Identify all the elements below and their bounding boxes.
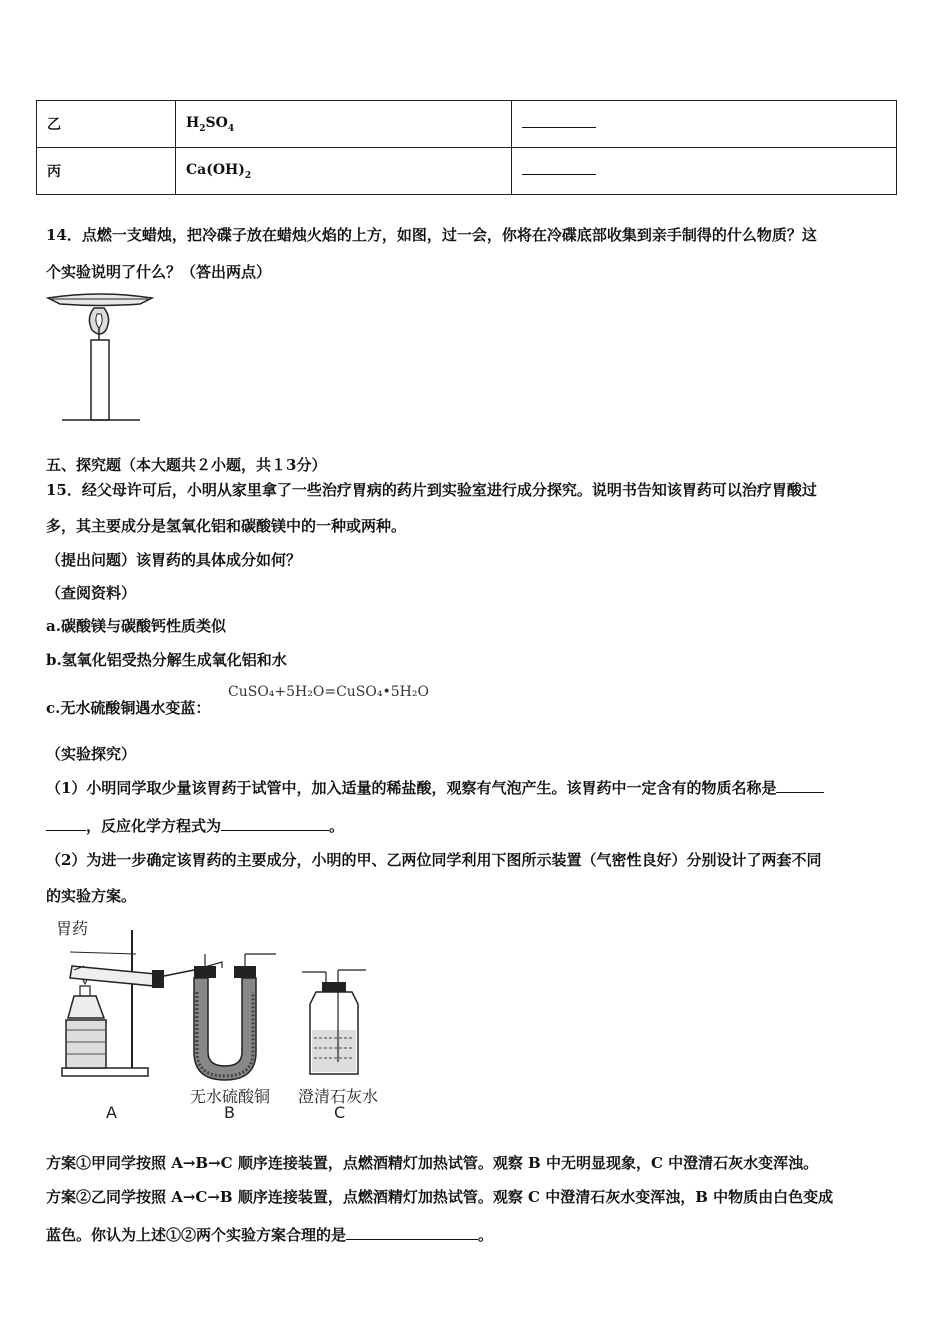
candle-plate-figure <box>44 288 164 424</box>
plan2-line1: 方案②乙同学按照 A→C→B 顺序连接装置，点燃酒精灯加热试管。观察 C 中澄清石灰水变浑浊，B 中物质由白色变成 <box>46 1188 834 1206</box>
answer-table <box>36 100 897 195</box>
q15-question: （提出问题）该胃药的具体成分如何？ <box>46 551 302 569</box>
answer-blank[interactable] <box>776 792 824 793</box>
label-c-sub: 澄清石灰水 <box>298 1087 379 1106</box>
label-b-sub: 无水硫酸铜 <box>190 1087 271 1106</box>
p1-line1: （1）小明同学取少量该胃药于试管中，加入适量的稀盐酸，观察有气泡产生。该胃药中一定含有的物质名称是 <box>46 777 824 798</box>
apparatus-a <box>62 930 194 1076</box>
p2-line1: （2）为进一步确定该胃药的主要成分，小明的甲、乙两位同学利用下图所示装置（气密性良好）分别设计了两套不同 <box>46 851 822 869</box>
apparatus-diagram <box>44 912 404 1124</box>
apparatus-c <box>302 970 366 1074</box>
q14-line1: 14．点燃一支蜡烛，把冷碟子放在蜡烛火焰的上方，如图，过一会，你将在冷碟底部收集到亲手制得的什么物质？这 <box>46 226 817 244</box>
plan2-line2: 蓝色。你认为上述①②两个实验方案合理的是 。 <box>46 1226 494 1244</box>
q15-line2: 多，其主要成分是氢氧化铝和碳酸镁中的一种或两种。 <box>46 517 407 535</box>
answer-blank[interactable] <box>221 830 329 831</box>
label-c: C <box>334 1103 346 1122</box>
apparatus-b <box>194 954 276 1080</box>
table-cell-answer[interactable] <box>512 148 897 195</box>
label-b: B <box>224 1103 235 1122</box>
cold-plate <box>48 294 152 306</box>
plan1: 方案①甲同学按照 A→B→C 顺序连接装置，点燃酒精灯加热试管。观察 B 中无明显现象，C 中澄清石灰水变浑浊。 <box>46 1154 819 1172</box>
table-cell-label: 丙 <box>37 148 176 195</box>
answer-blank[interactable] <box>346 1239 478 1240</box>
q15-ref-b: b.氢氧化铝受热分解生成氧化铝和水 <box>46 651 287 669</box>
table-cell-label: 乙 <box>37 101 176 148</box>
q15-line1: 15．经父母许可后，小明从家里拿了一些治疗胃病的药片到实验室进行成分探究。说明书告知该胃药可以治疗胃酸过 <box>46 481 817 499</box>
answer-blank[interactable] <box>46 830 86 831</box>
q14-line2: 个实验说明了什么？（答出两点） <box>46 263 272 281</box>
table-cell-formula: $Ca(OH)_2$ <box>176 148 512 195</box>
answer-blank[interactable] <box>522 174 596 175</box>
p2-line2: 的实验方案。 <box>46 887 137 905</box>
q15-ref-title: （查阅资料） <box>46 584 137 602</box>
table-row <box>37 101 897 148</box>
p1-line2: ，反应化学方程式为 。 <box>46 815 344 836</box>
q15-ref-c: c.无水硫酸铜遇水变蓝： <box>46 699 211 717</box>
table-row <box>37 148 897 195</box>
answer-blank[interactable] <box>522 127 596 128</box>
candle <box>91 340 109 420</box>
label-drug: 胃药 <box>56 919 89 938</box>
label-a: A <box>106 1103 117 1122</box>
table-cell-formula: $H_2SO_4$ <box>176 101 512 148</box>
section-title: 五、探究题（本大题共２小题，共１3分） <box>46 456 327 474</box>
flame <box>89 308 108 340</box>
q15-ref-a: a.碳酸镁与碳酸钙性质类似 <box>46 617 226 635</box>
hydration-equation: CuSO₄+5H₂O=CuSO₄•5H₂O <box>228 684 429 700</box>
table-cell-answer[interactable] <box>512 101 897 148</box>
explore-title: （实验探究） <box>46 745 137 763</box>
